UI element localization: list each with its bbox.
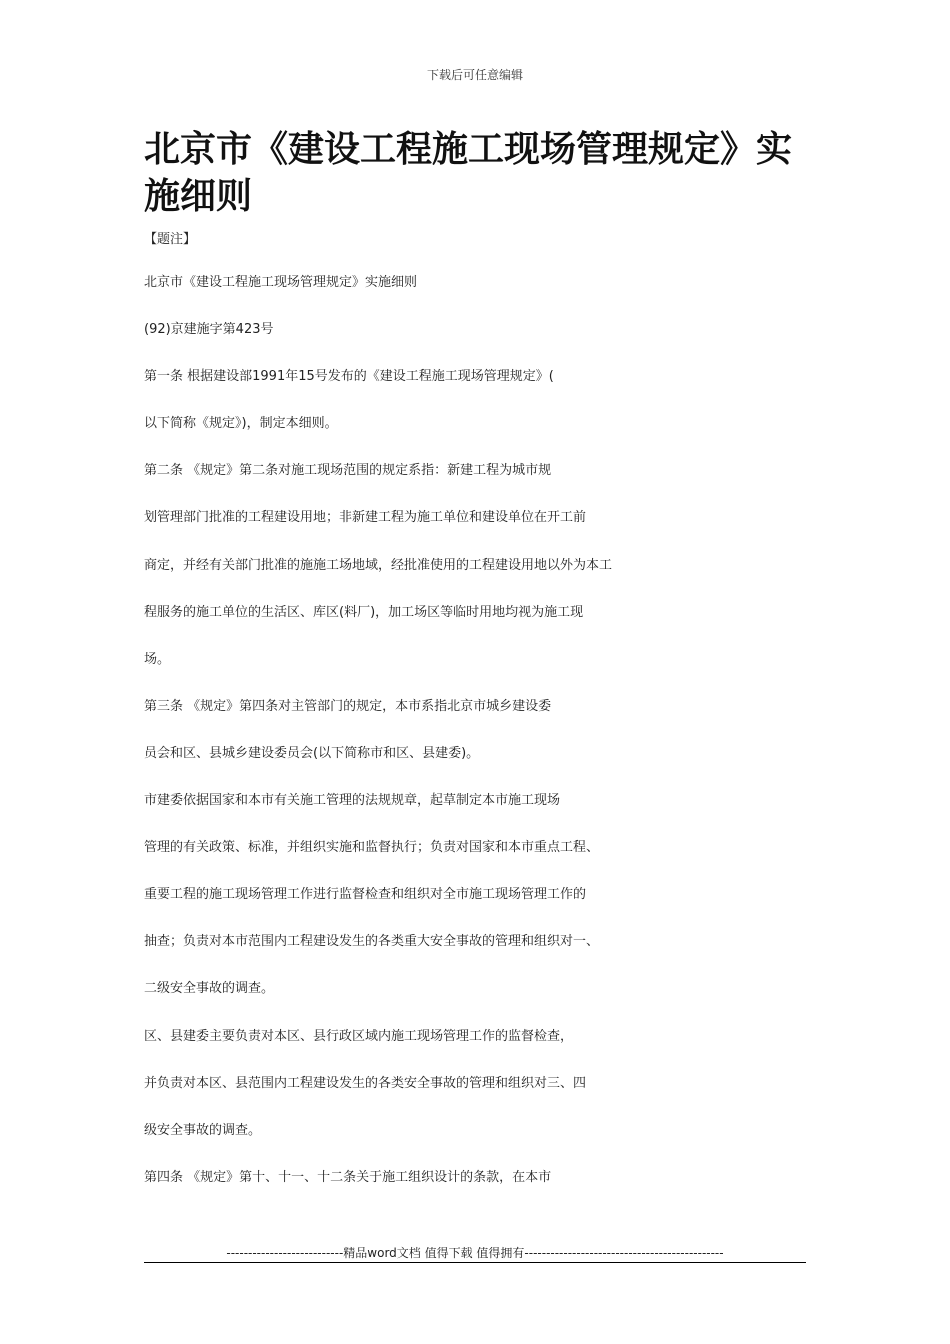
body-line: 抽查；负责对本市范围内工程建设发生的各类重大安全事故的管理和组织对一、 bbox=[144, 934, 600, 950]
body-line: 程服务的施工单位的生活区、库区(料厂)，加工场区等临时用地均视为施工现 bbox=[144, 604, 584, 620]
body-line: 第二条 《规定》第二条对施工现场范围的规定系指：新建工程为城市规 bbox=[144, 463, 552, 479]
page-footer: ---------------------------精品word文档 值得下载 值得拥有---------------------------------------------- bbox=[226, 1246, 724, 1260]
body-line: 二级安全事故的调查。 bbox=[144, 981, 275, 997]
body-line: 区、县建委主要负责对本区、县行政区域内施工现场管理工作的监督检查， bbox=[144, 1028, 574, 1044]
body-line: (92)京建施字第423号 bbox=[144, 322, 274, 338]
body-line: 管理的有关政策、标准，并组织实施和监督执行；负责对国家和本市重点工程、 bbox=[144, 840, 600, 856]
body-line: 商定，并经有关部门批准的施施工场地域，经批准使用的工程建设用地以外为本工 bbox=[144, 557, 613, 573]
document-body bbox=[144, 270, 804, 1212]
body-line: 北京市《建设工程施工现场管理规定》实施细则 bbox=[144, 275, 418, 290]
body-line: 重要工程的施工现场管理工作进行监督检查和组织对全市施工现场管理工作的 bbox=[144, 887, 587, 903]
document-title: 北京市《建设工程施工现场管理规定》实施细则 bbox=[144, 129, 793, 217]
body-line: 以下简称《规定》)，制定本细则。 bbox=[144, 416, 338, 432]
footer-divider bbox=[144, 1262, 806, 1263]
body-line: 第四条 《规定》第十、十一、十二条关于施工组织设计的条款，在本市 bbox=[144, 1169, 552, 1185]
body-line: 场。 bbox=[144, 651, 171, 667]
page-header: 下载后可任意编辑 bbox=[426, 68, 523, 82]
body-line: 级安全事故的调查。 bbox=[144, 1122, 262, 1138]
body-line: 划管理部门批准的工程建设用地；非新建工程为施工单位和建设单位在开工前 bbox=[144, 510, 587, 526]
body-line: 市建委依据国家和本市有关施工管理的法规规章，起草制定本市施工现场 bbox=[144, 793, 561, 809]
body-line: 员会和区、县城乡建设委员会(以下简称市和区、县建委)。 bbox=[144, 745, 480, 761]
title-note: 【题注】 bbox=[144, 232, 197, 247]
body-line: 第一条 根据建设部1991年15号发布的《建设工程施工现场管理规定》( bbox=[144, 369, 554, 385]
body-line: 并负责对本区、县范围内工程建设发生的各类安全事故的管理和组织对三、四 bbox=[144, 1075, 587, 1091]
body-line: 第三条 《规定》第四条对主管部门的规定，本市系指北京市城乡建设委 bbox=[144, 698, 552, 714]
